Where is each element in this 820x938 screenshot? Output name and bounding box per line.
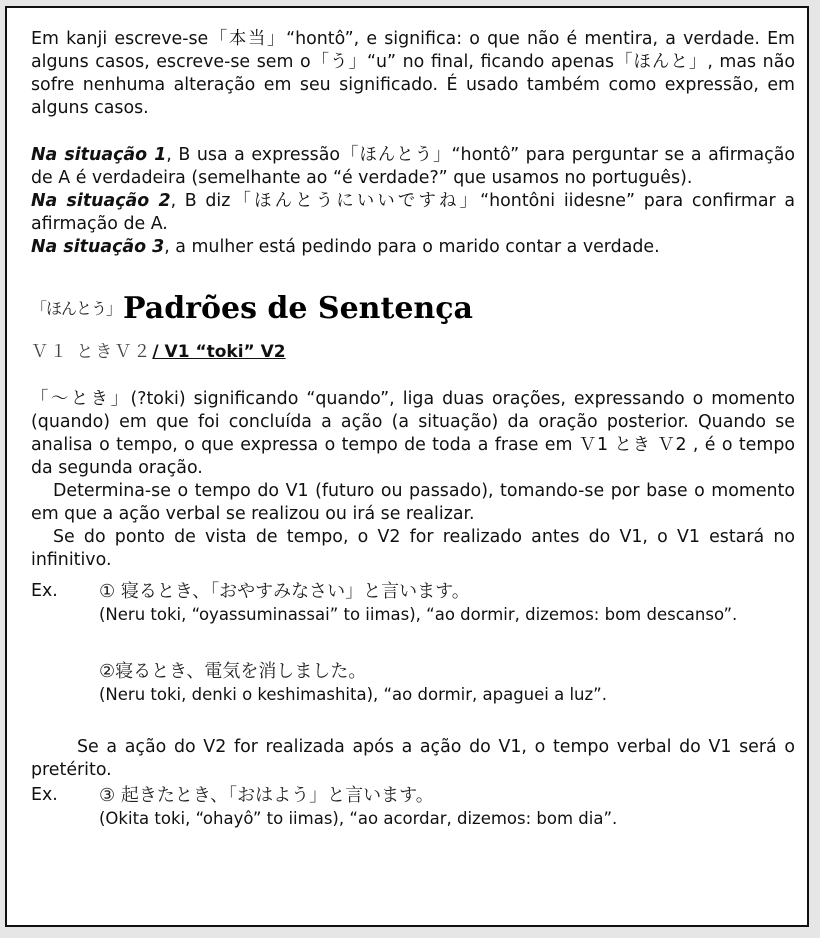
situation-2-paragraph <box>31 190 795 236</box>
example-block-2 <box>31 784 795 830</box>
example-label: Ex. <box>31 581 58 601</box>
pattern-jp: Ｖ１ ときＶ２ <box>31 342 153 362</box>
page-frame <box>5 6 809 927</box>
explanation-paragraph-4: Se a ação do V2 for realizada após a ação do V1, o tempo verbal do V1 será o pretérito. <box>31 737 795 780</box>
situation-3-text: , a mulher está pedindo para o marido contar a verdade. <box>164 237 660 257</box>
situation-2-text: , B diz「ほんとうにいいですね」“hontôni iidesne” para confirmar a afirmação de A. <box>31 191 796 234</box>
section-heading <box>31 285 795 331</box>
example-label: Ex. <box>31 785 58 805</box>
explanation-paragraph-2: Determina-se o tempo do V1 (futuro ou passado), tomando-se por base o momento em que a ação verbal se realizou ou irá se realizar. <box>31 481 795 524</box>
situation-3-label: Na situação 3 <box>31 237 165 257</box>
explanation-paragraph-3: Se do ponto de vista de tempo, o V2 for realizado antes do V1, o V1 estará no infinitivo. <box>31 527 795 570</box>
pattern-latin: / V1 “toki” V2 <box>152 342 286 362</box>
page-title: Padrões de Sentença <box>123 290 473 326</box>
document-body <box>31 28 795 830</box>
example-3-translation: (Okita toki, “ohayô” to iimas), “ao acordar, dizemos: bom dia”. <box>99 809 618 828</box>
sentence-pattern <box>31 341 795 364</box>
intro-paragraph: Em kanji escreve-se「本当」“hontô”, e significa: o que não é mentira, a verdade. Em alguns casos, escreve-se sem o「う」“u” no final, ficando apenas「ほんと」, mas não sofre nenhuma alteração em seu significado. É usado também como expressão, em alguns casos. <box>31 29 795 118</box>
situation-1-text: , B usa a expressão「ほんとう」“hontô” para perguntar se a afirmação de A é verdadeira (semelhante ao “é verdade?” que usamos no português). <box>31 145 795 188</box>
situation-1-label: Na situação 1 <box>31 145 167 165</box>
explanation-paragraph-1: 「～とき」(?toki) significando “quando”, liga duas orações, expressando o momento (quando) em que foi concluída a ação (a situação) da oração posterior. Quando se analisa o tempo, o que expressa o tempo de toda a frase em Ｖ1 とき Ｖ2 , é o tempo da segunda oração. <box>31 389 795 478</box>
example-1-jp: ① 寝るとき、「おやすみなさい」と言います。 <box>99 581 470 602</box>
heading-jp-label: 「ほんとう」 <box>31 298 122 318</box>
situation-2-label: Na situação 2 <box>31 191 171 211</box>
example-2-translation: (Neru toki, denki o keshimashita), “ao dormir, apaguei a luz”. <box>99 685 607 704</box>
situation-3-paragraph <box>31 236 795 259</box>
example-2-jp: ②寝るとき、電気を消しました。 <box>99 661 367 682</box>
example-3-jp: ③ 起きたとき、「おはよう」と言います。 <box>99 785 434 806</box>
example-1-translation: (Neru toki, “oyassuminassai” to iimas), “ao dormir, dizemos: bom descanso”. <box>99 605 738 624</box>
situation-1-paragraph <box>31 144 795 190</box>
example-block-1 <box>31 580 795 706</box>
